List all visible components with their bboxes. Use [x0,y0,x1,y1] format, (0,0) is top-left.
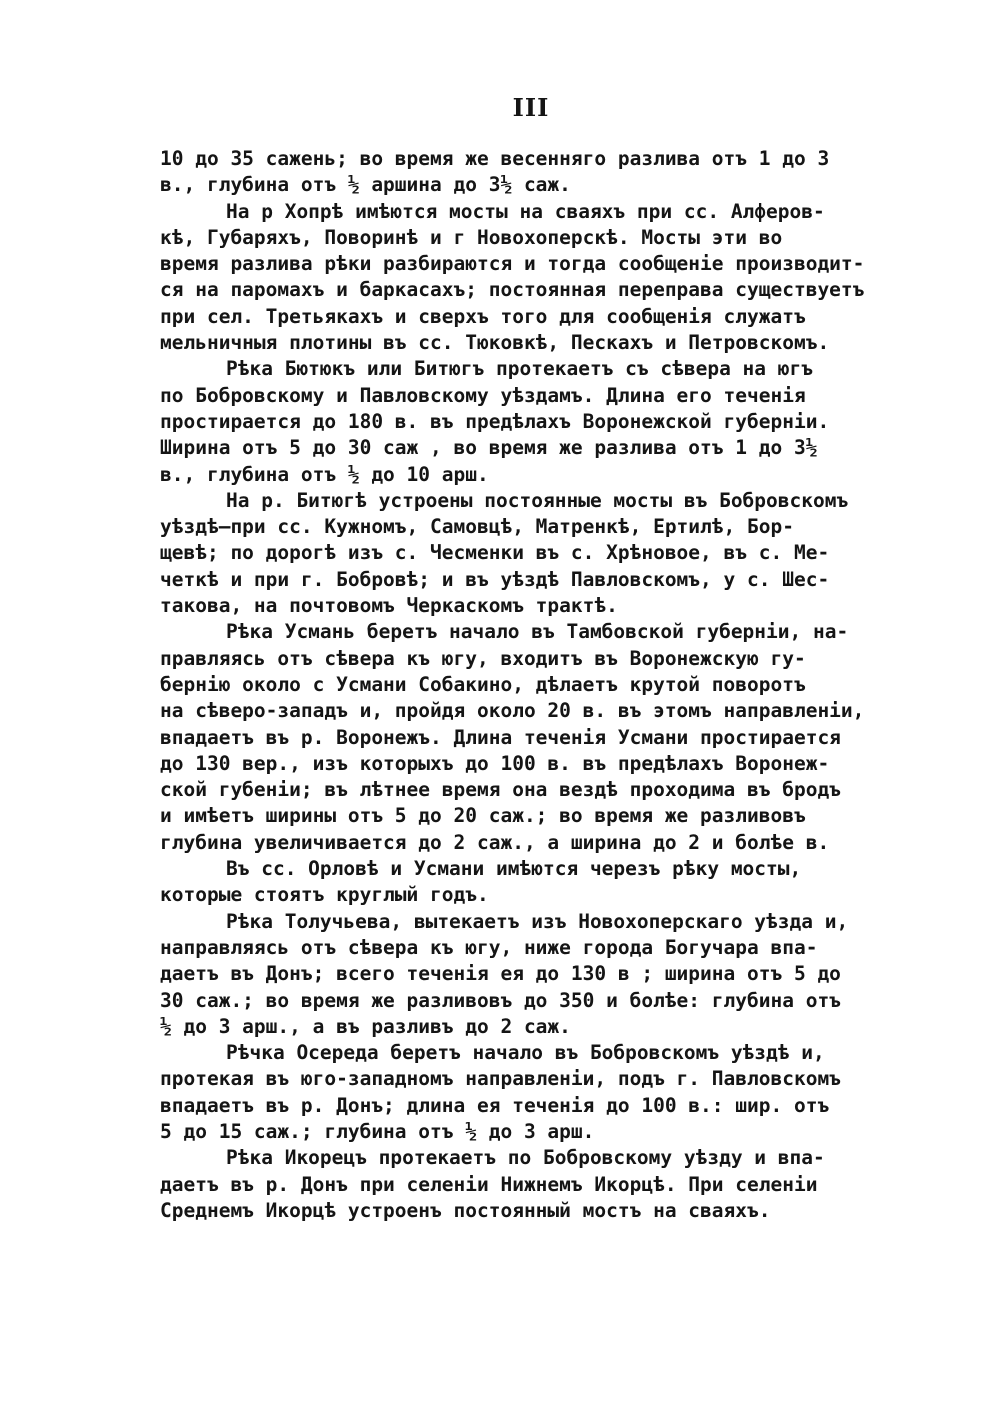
text-line: ся на паромахъ и баркасахъ; постоянная переправа существуетъ [160,278,865,302]
paragraph-first-line: Рѣчка Осереда беретъ начало въ Бобровскомъ уѣздѣ и, [226,1041,825,1065]
text-line: впадаетъ въ р. Донъ; длина ея теченія до 100 в.: шир. отъ [160,1093,830,1117]
text-line: 10 до 35 сажень; во время же весенняго разлива отъ 1 до 3 [160,147,830,170]
text-line: Ширина отъ 5 до 30 саж , во время же разлива отъ 1 до 3½ [160,436,818,460]
text-line: бернію около с Усмани Собакино, дѣлаетъ крутой поворотъ [160,672,806,696]
text-line: мельничныя плотины въ сс. Тюковкѣ, Пескахъ и Петровскомъ. [160,331,830,355]
text-line: в., глубина отъ ½ аршина до 3½ саж. [160,173,571,197]
text-line: уѣздѣ—при сс. Кужномъ, Самовцѣ, Матренкѣ, Ертилѣ, Бор- [160,515,794,539]
paragraph-first-line: Рѣка Толучьева, вытекаетъ изъ Новохоперскаго уѣзда и, [226,909,849,933]
text-line: простирается до 180 в. въ предѣлахъ Воронежской губерніи. [160,409,830,433]
page-number: III [512,93,550,122]
text-line: ской губеніи; въ лѣтнее время она вездѣ проходима въ бродъ [160,778,841,802]
paragraph-first-line: На р. Битюгѣ устроены постоянные мосты въ Бобровскомъ [226,488,849,512]
text-line: в., глубина отъ ½ до 10 арш. [160,462,489,486]
text-line: впадаетъ въ р. Воронежъ. Длина теченія Усмани простирается [160,725,841,749]
paragraph-first-line: Рѣка Бютюкъ или Битюгъ протекаетъ съ сѣвера на югъ [226,357,813,381]
text-line: четкѣ и при г. Бобровѣ; и въ уѣздѣ Павловскомъ, у с. Шес- [160,567,830,591]
text-line: Среднемъ Икорцѣ устроенъ постоянный мостъ на сваяхъ. [160,1198,771,1222]
text-line: направляясь отъ сѣвера къ югу, ниже города Богучара впа- [160,935,818,959]
text-line: даетъ въ р. Донъ при селеніи Нижнемъ Икорцѣ. При селеніи [160,1172,818,1196]
text-line: щевѣ; по дорогѣ изъ с. Чесменки въ с. Хрѣновое, въ с. Ме- [160,541,830,565]
text-line: при сел. Третьякахъ и сверхъ того для сообщенія служатъ [160,304,806,328]
text-line: которые стоятъ круглый годъ. [160,883,489,907]
paragraph-first-line: Рѣка Усмань беретъ начало въ Тамбовской губерніи, на- [226,620,849,644]
text-line: такова, на почтовомъ Черкаскомъ трактѣ. [160,594,618,618]
body-text [160,146,902,1224]
paragraph-first-line: На р Хопрѣ имѣются мосты на сваяхъ при сс. Алферов- [226,199,825,223]
text-line: время разлива рѣки разбираются и тогда сообщеніе производит- [160,252,865,276]
text-line: и имѣетъ ширины отъ 5 до 20 саж.; во время же разливовъ [160,804,806,828]
text-line: даетъ въ Донъ; всего теченія ея до 130 в ; ширина отъ 5 до [160,962,841,986]
text-line: на сѣверо-западъ и, пройдя около 20 в. въ этомъ направленіи, [160,699,865,723]
text-line: ½ до 3 арш., а въ разливъ до 2 саж. [160,1014,571,1038]
text-line: глубина увеличивается до 2 саж., а ширина до 2 и болѣе в. [160,830,830,854]
text-line: протекая въ юго-западномъ направленіи, подъ г. Павловскомъ [160,1067,841,1091]
text-line: до 130 вер., изъ которыхъ до 100 в. въ предѣлахъ Воронеж- [160,751,830,775]
paragraph-first-line: Въ сс. Орловѣ и Усмани имѣются черезъ рѣку мосты, [226,857,802,881]
paragraph-first-line: Рѣка Икорецъ протекаетъ по Бобровскому уѣзду и впа- [226,1146,825,1170]
text-line: 30 саж.; во время же разливовъ до 350 и болѣе: глубина отъ [160,988,841,1012]
text-line: 5 до 15 саж.; глубина отъ ½ до 3 арш. [160,1119,595,1143]
text-line: кѣ, Губаряхъ, Поворинѣ и г Новохоперскѣ. Мосты эти во [160,225,783,249]
text-line: по Бобровскому и Павловскому уѣздамъ. Длина его теченія [160,383,806,407]
text-line: правляясь отъ сѣвера къ югу, входитъ въ Воронежскую гу- [160,646,806,670]
